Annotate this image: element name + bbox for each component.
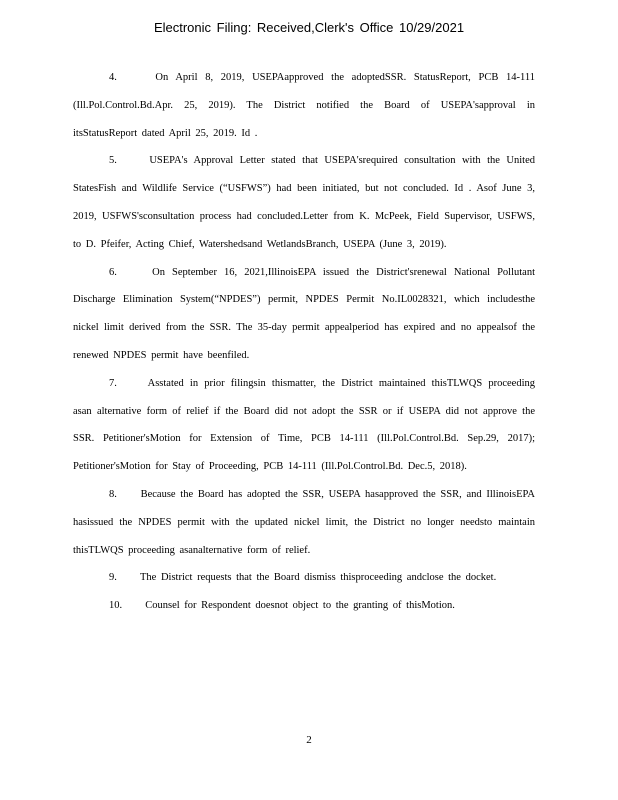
paragraph-text: USEPA's Approval Letter stated that USEPA'srequired consultation with the United StatesFish and Wildlife Service (“USFWS”) had been initiated, but not concluded. Id . Asof June 3, 2019, USFWS'sconsultation process had concluded.Letter from K. McPeek, Field Supervisor, USFWS, to D. Pfeifer, Acting Chief, Watershedsand WetlandsBranch, USEPA (June 3, 2019). <box>73 155 535 250</box>
paragraph-text: On September 16, 2021,IllinoisEPA issued the District'srenewal National Pollutant Discharge Elimination System(“NPDES”) permit, NPDES Permit No.IL0028321, which includesthe nickel limit derived from the SSR. The 35-day permit appealperiod has expired and no appealsof the renewed NPDES permit have beenfiled. <box>73 266 536 361</box>
paragraph-10 <box>73 592 535 620</box>
paragraph-number: 8. <box>109 488 117 500</box>
paragraph-number: 9. <box>109 572 117 584</box>
paragraph-number: 6. <box>109 266 117 278</box>
paragraph-number: 4. <box>109 72 117 83</box>
paragraph-text: Asstated in prior filingsin thismatter, the District maintained thisTLWQS proceeding asan alternative form of relief if the Board did not adopt the SSR or if USEPA did not approve the SSR. Petitioner'sMotion for Extension of Time, PCB 14-111 (Ill.Pol.Control.Bd. Sep.29, 2017); Petitioner'sMotion for Stay of Proceeding, PCB 14-111 (Ill.Pol.Control.Bd. Dec.5, 2018). <box>73 377 536 473</box>
paragraph-text: Because the Board has adopted the SSR, USEPA hasapproved the SSR, and IllinoisEPA hasissued the NPDES permit with the updated nickel limit, the District no longer needsto maintain thisTLWQS proceeding asanalternative form of relief. <box>73 488 535 556</box>
paragraph-4 <box>73 64 535 147</box>
paragraph-5 <box>73 147 535 258</box>
paragraph-text: Counsel for Respondent doesnot object to the granting of thisMotion. <box>145 600 455 612</box>
paragraph-8 <box>73 481 535 564</box>
paragraph-number: 5. <box>109 155 117 167</box>
paragraph-number: 10. <box>109 600 123 612</box>
paragraph-9 <box>73 564 535 592</box>
paragraph-number: 7. <box>109 377 117 389</box>
document-body <box>73 64 535 620</box>
filing-stamp-header: Electronic Filing: Received,Clerk's Office 10/29/2021 <box>153 20 465 35</box>
paragraph-text: On April 8, 2019, USEPAapproved the adoptedSSR. StatusReport, PCB 14-111 (Ill.Pol.Control.Bd.Apr. 25, 2019). The District notified the Board of USEPA'sapproval in itsStatusReport dated April 25, 2019. Id . <box>73 72 536 139</box>
paragraph-text: The District requests that the Board dismiss thisproceeding andclose the docket. <box>140 572 497 584</box>
paragraph-7 <box>73 370 535 481</box>
paragraph-6 <box>73 259 535 370</box>
page-number: 2 <box>306 734 312 746</box>
